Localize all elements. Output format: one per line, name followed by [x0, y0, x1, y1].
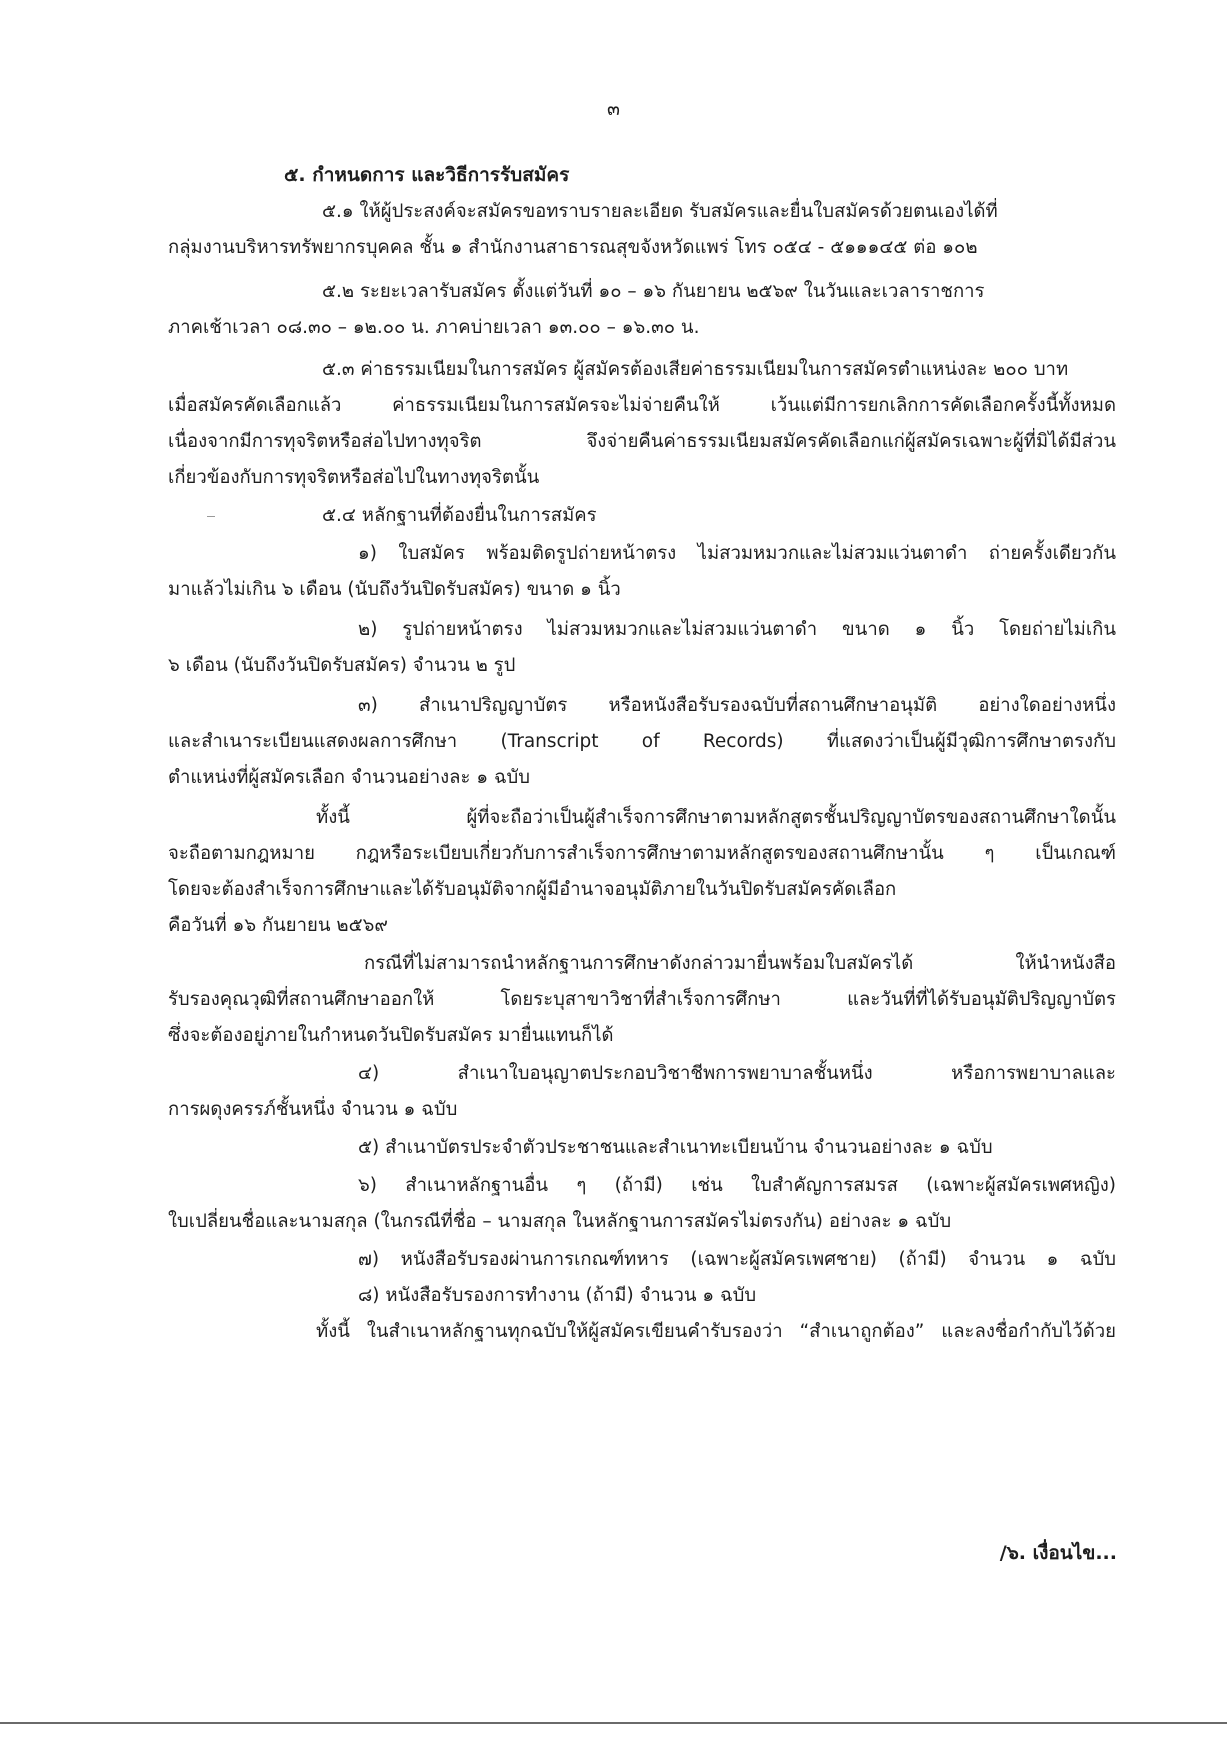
paragraph-line: เนื่องจากมีการทุจริตหรือส่อไปทางทุจริต จึงจ่ายคืนค่าธรรมเนียมสมัครคัดเลือกแก่ผู้สมัครเฉพาะผู้ที่มิได้มีส่วน	[168, 431, 1116, 452]
list-item-line: ๖ เดือน (นับถึงวันปิดรับสมัคร) จำนวน ๒ รูป	[168, 655, 516, 676]
paragraph-line: ๕.๓ ค่าธรรมเนียมในการสมัคร ผู้สมัครต้องเสียค่าธรรมเนียมในการสมัครตำแหน่งละ ๒๐๐ บาท	[322, 359, 1069, 380]
list-item-line: ๓) สำเนาปริญญาบัตร หรือหนังสือรับรองฉบับที่สถานศึกษาอนุมัติ อย่างใดอย่างหนึ่ง	[358, 695, 1116, 716]
paragraph-line: ๕.๒ ระยะเวลารับสมัคร ตั้งแต่วันที่ ๑๐ – ๑๖ กันยายน ๒๕๖๙ ในวันและเวลาราชการ	[322, 281, 985, 302]
paragraph-line: เกี่ยวข้องกับการทุจริตหรือส่อไปในทางทุจริตนั้น	[168, 467, 540, 488]
list-item-line: ๒) รูปถ่ายหน้าตรง ไม่สวมหมวกและไม่สวมแว่นตาดำ ขนาด ๑ นิ้ว โดยถ่ายไม่เกิน	[358, 619, 1116, 640]
list-item-line: ตำแหน่งที่ผู้สมัครเลือก จำนวนอย่างละ ๑ ฉบับ	[168, 767, 531, 788]
paragraph-line: กรณีที่ไม่สามารถนำหลักฐานการศึกษาดังกล่าวมายื่นพร้อมใบสมัครได้ ให้นำหนังสือ	[364, 953, 1116, 974]
scan-edge-line	[0, 1722, 1227, 1724]
list-item-line: ๕) สำเนาบัตรประจำตัวประชาชนและสำเนาทะเบียนบ้าน จำนวนอย่างละ ๑ ฉบับ	[358, 1137, 993, 1158]
list-item-line: และสำเนาระเบียนแสดงผลการศึกษา (Transcript of Records) ที่แสดงว่าเป็นผู้มีวุฒิการศึกษาตรงกับ	[168, 731, 1116, 752]
continued-next-page: /๖. เงื่อนไข...	[999, 1542, 1117, 1564]
paragraph-line: กลุ่มงานบริหารทรัพยากรบุคคล ชั้น ๑ สำนักงานสาธารณสุขจังหวัดแพร่ โทร ๐๕๔ - ๕๑๑๑๔๕ ต่อ ๑๐๒	[168, 237, 978, 258]
list-item-line: มาแล้วไม่เกิน ๖ เดือน (นับถึงวันปิดรับสมัคร) ขนาด ๑ นิ้ว	[168, 579, 621, 600]
page-number: ๓	[607, 98, 620, 120]
paragraph-line: ๕.๑ ให้ผู้ประสงค์จะสมัครขอทราบรายละเอียด รับสมัครและยื่นใบสมัครด้วยตนเองได้ที่	[322, 201, 998, 222]
paragraph-line: จะถือตามกฎหมาย กฎหรือระเบียบเกี่ยวกับการสำเร็จการศึกษาตามหลักสูตรของสถานศึกษานั้น ๆ เป็นเกณฑ์	[168, 843, 1116, 864]
list-item-line: ๔) สำเนาใบอนุญาตประกอบวิชาชีพการพยาบาลชั้นหนึ่ง หรือการพยาบาลและ	[358, 1063, 1116, 1084]
list-item-line: ๑) ใบสมัคร พร้อมติดรูปถ่ายหน้าตรง ไม่สวมหมวกและไม่สวมแว่นตาดำ ถ่ายครั้งเดียวกัน	[358, 543, 1116, 564]
paragraph-line: เมื่อสมัครคัดเลือกแล้ว ค่าธรรมเนียมในการสมัครจะไม่จ่ายคืนให้ เว้นแต่มีการยกเลิกการคัดเลือกครั้งนี้ทั้งหมด	[168, 395, 1116, 416]
paragraph-line: โดยจะต้องสำเร็จการศึกษาและได้รับอนุมัติจากผู้มีอำนาจอนุมัติภายในวันปิดรับสมัครคัดเลือก	[168, 879, 897, 900]
paragraph-line: ซึ่งจะต้องอยู่ภายในกำหนดวันปิดรับสมัคร มายื่นแทนก็ได้	[168, 1025, 614, 1046]
list-item-line: ๖) สำเนาหลักฐานอื่น ๆ (ถ้ามี) เช่น ใบสำคัญการสมรส (เฉพาะผู้สมัครเพศหญิง)	[358, 1175, 1116, 1196]
paragraph-line: ๕.๔ หลักฐานที่ต้องยื่นในการสมัคร	[322, 505, 597, 526]
section-heading: ๕. กำหนดการ และวิธีการรับสมัคร	[284, 164, 570, 186]
list-item-line: ๘) หนังสือรับรองการทำงาน (ถ้ามี) จำนวน ๑ ฉบับ	[358, 1285, 757, 1306]
list-item-line: ใบเปลี่ยนชื่อและนามสกุล (ในกรณีที่ชื่อ – นามสกุล ในหลักฐานการสมัครไม่ตรงกัน) อย่างละ ๑ ฉบับ	[168, 1211, 952, 1232]
paragraph-line: ทั้งนี้ ผู้ที่จะถือว่าเป็นผู้สำเร็จการศึกษาตามหลักสูตรชั้นปริญญาบัตรของสถานศึกษาใดนั้น	[316, 807, 1116, 828]
list-item-line: ๗) หนังสือรับรองผ่านการเกณฑ์ทหาร (เฉพาะผู้สมัครเพศชาย) (ถ้ามี) จำนวน ๑ ฉบับ	[358, 1249, 1116, 1270]
paragraph-line: รับรองคุณวุฒิที่สถานศึกษาออกให้ โดยระบุสาขาวิชาที่สำเร็จการศึกษา และวันที่ที่ได้รับอนุมัติปริญญาบัตร	[168, 989, 1116, 1010]
paragraph-line: ภาคเช้าเวลา ๐๘.๓๐ – ๑๒.๐๐ น. ภาคบ่ายเวลา ๑๓.๐๐ – ๑๖.๓๐ น.	[168, 317, 700, 338]
closing-note: ทั้งนี้ ในสำเนาหลักฐานทุกฉบับให้ผู้สมัครเขียนคำรับรองว่า “สำเนาถูกต้อง” และลงชื่อกำกับไว้ด้วย	[316, 1321, 1116, 1342]
list-item-line: การผดุงครรภ์ชั้นหนึ่ง จำนวน ๑ ฉบับ	[168, 1099, 458, 1120]
margin-mark	[207, 516, 215, 517]
paragraph-line: คือวันที่ ๑๖ กันยายน ๒๕๖๙	[168, 915, 388, 936]
